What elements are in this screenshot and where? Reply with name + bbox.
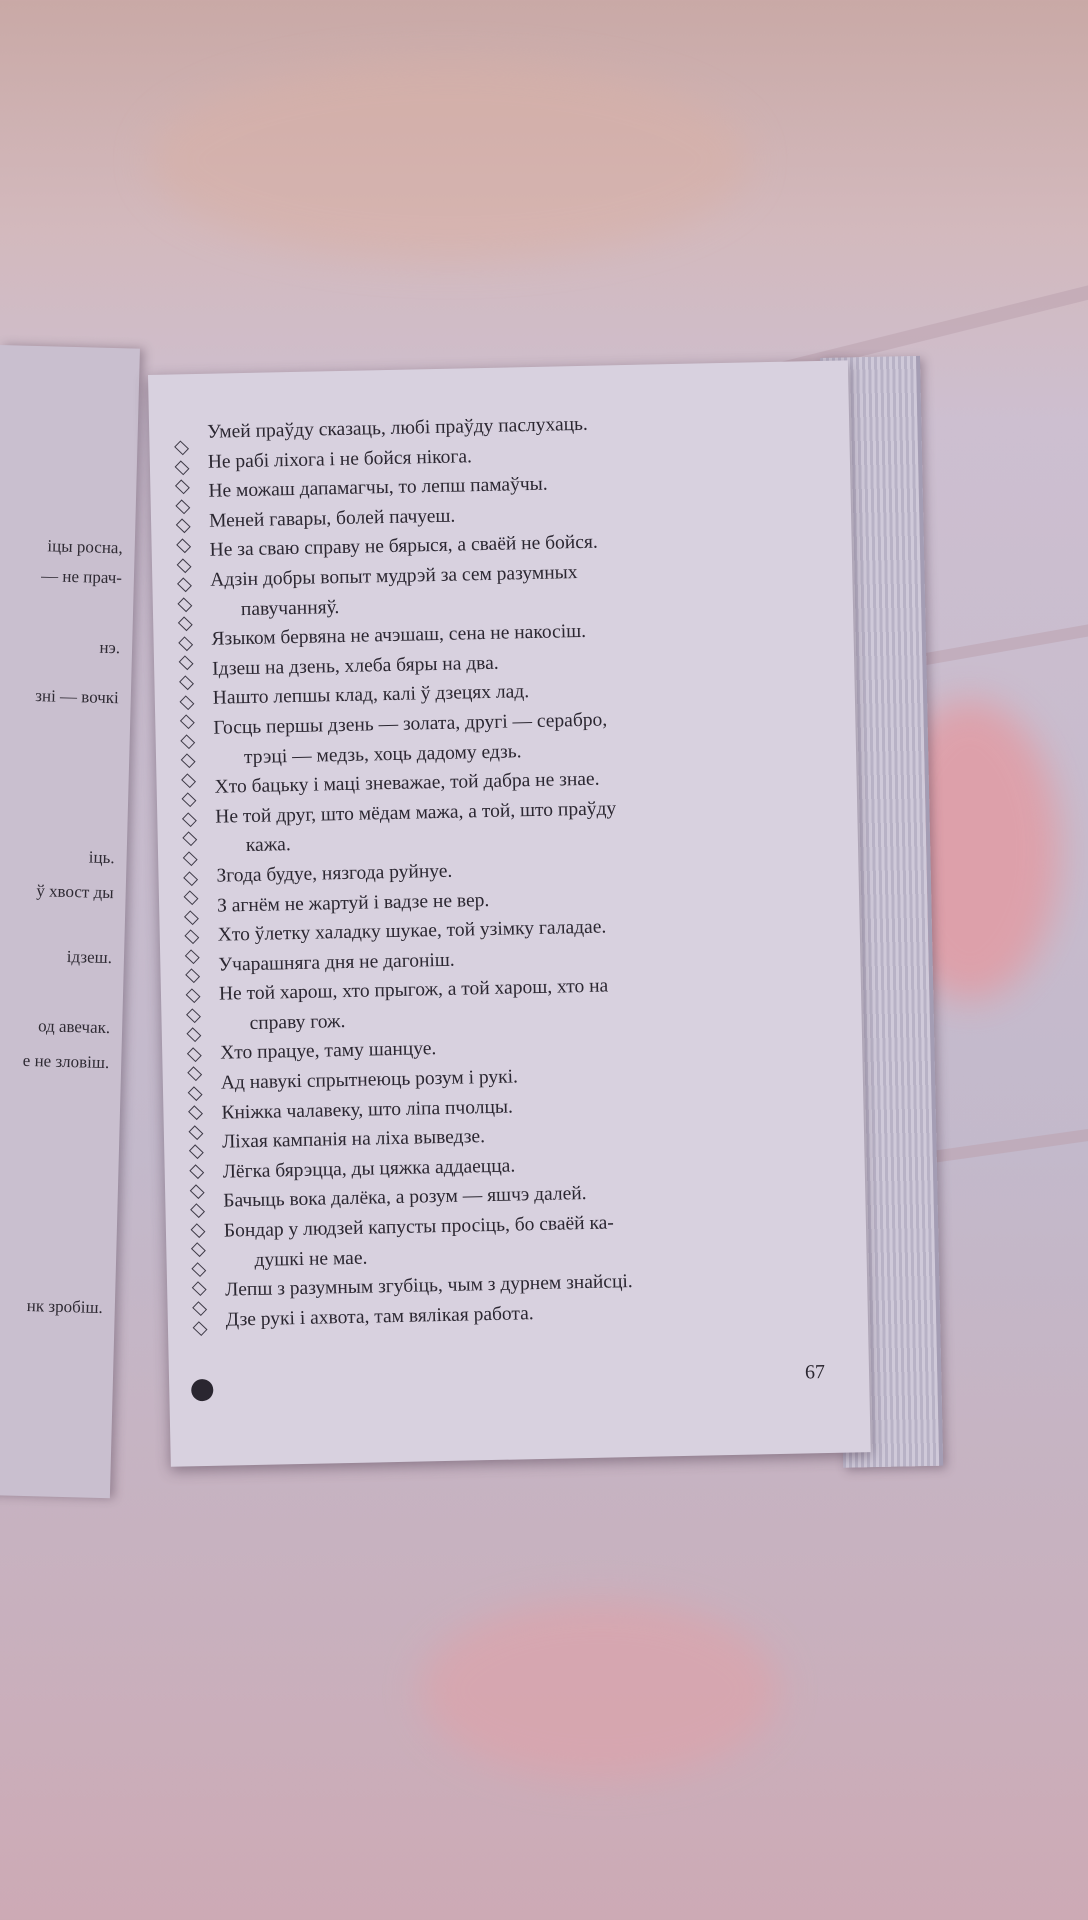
proverb: Меней гавары, болей пачуеш. xyxy=(208,505,456,532)
proverb: Ідзеш на дзень, хлеба бяры на два. xyxy=(211,652,499,680)
proverb-list xyxy=(207,405,826,1335)
left-page-line: ідзеш. xyxy=(66,946,113,968)
proverb: Не за сваю справу не бярыся, а сваёй не бойся. xyxy=(209,531,598,562)
left-page-line: зні — вочкі xyxy=(35,686,120,708)
proverb: Дзе рукі і ахвота, там вялікая работа. xyxy=(225,1302,534,1331)
left-page-line: — не прач- xyxy=(40,566,123,588)
proverb: Хто працуе, таму шанцуе. xyxy=(220,1038,437,1065)
proverb: Не той друг, што мёдам мажа, а той, што праўду кажа. xyxy=(215,798,617,857)
proverb: Хто ўлетку халадку шукае, той узімку галадае. xyxy=(217,916,607,946)
proverb: Не можаш дапамагчы, то лепш памаўчы. xyxy=(208,473,548,502)
left-page-line: од авечак. xyxy=(37,1016,111,1038)
blanket-flower xyxy=(150,60,750,260)
proverb: Учарашняга дня не дагоніш. xyxy=(218,949,455,976)
proverb: Ліхая кампанія на ліха выведзе. xyxy=(221,1126,486,1153)
left-page-line: нк зробіш. xyxy=(26,1296,104,1318)
book-page xyxy=(148,360,871,1466)
proverb: Языком бервяна не ачэшаш, сена не накосіш. xyxy=(211,621,587,650)
left-page-line: іцы росна, xyxy=(47,536,123,558)
proverb: Не той харош, хто прыгож, а той харош, хто на справу гож. xyxy=(218,975,609,1034)
ornament-dot-icon xyxy=(191,1379,213,1401)
left-page-line: іць. xyxy=(88,847,115,868)
proverb: Лепш з разумным згубіць, чым з дурнем знайсці. xyxy=(224,1271,633,1301)
proverb: Бачыць вока далёка, а розум — яшчэ далей. xyxy=(223,1183,587,1213)
proverb: Хто бацьку і маці зневажае, той дабра не знае. xyxy=(214,768,600,798)
left-page-line: е не зловіш. xyxy=(22,1050,110,1073)
proverb: Лёгка бярэцца, ды цяжка аддаецца. xyxy=(222,1155,516,1183)
left-page-line: нэ. xyxy=(99,637,121,658)
proverb: Ад навукі спрытнеюць розум і рукі. xyxy=(220,1066,519,1094)
proverb: Бондар у людзей капусты просіць, бо сваёй ка- душкі не мае. xyxy=(223,1212,615,1271)
proverb: Згода будуе, нязгода руйнуе. xyxy=(216,860,453,887)
proverb: Госць першы дзень — золата, другі — серабро, трэці — медзь, хоць дадому едзь. xyxy=(213,709,608,768)
proverb: Кніжка чалавеку, што ліпа пчолцы. xyxy=(221,1096,514,1124)
proverb: Нашто лепшы клад, калі ў дзецях лад. xyxy=(212,681,530,710)
diamond-ornament-border xyxy=(171,438,210,1338)
proverb: Не рабі ліхога і не бойся нікога. xyxy=(207,445,473,473)
proverb: Адзін добры вопыт мудрэй за сем разумных павучанняў. xyxy=(210,562,578,620)
left-page-line: ў хвост ды xyxy=(36,881,114,903)
blanket-flower xyxy=(420,1600,780,1780)
proverb: З агнём не жартуй і вадзе не вер. xyxy=(216,889,490,917)
page-number: 67 xyxy=(804,1361,826,1384)
proverb: Умей праўду сказаць, любі праўду паслухаць. xyxy=(206,413,589,443)
left-page xyxy=(0,345,140,1498)
